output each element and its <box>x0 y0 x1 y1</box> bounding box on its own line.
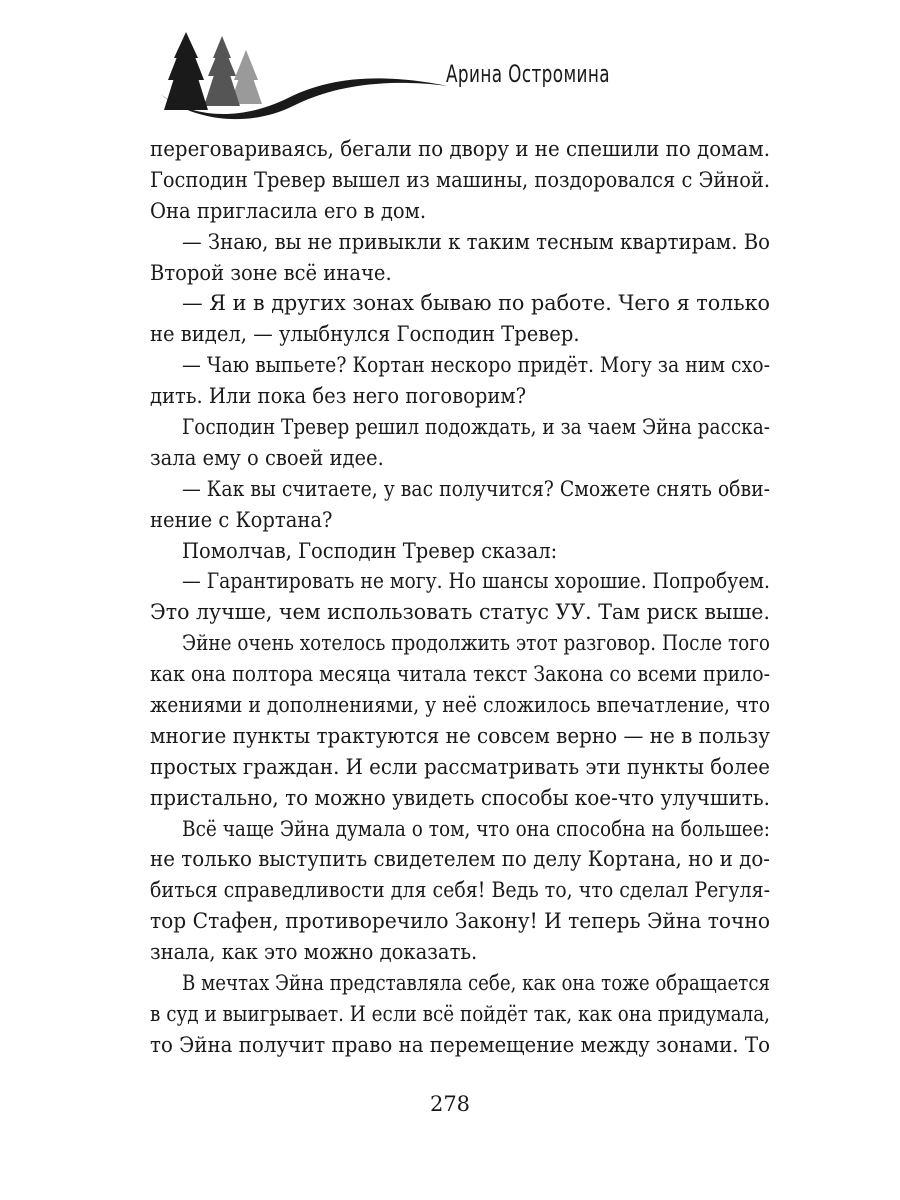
text-line <box>150 196 770 227</box>
text-line-content: В мечтах Эйна представляла себе, как она тоже обращается <box>182 971 771 996</box>
text-line-content: тор Стафен, противоречило Закону! И теперь Эйна точно <box>150 909 770 934</box>
text-line-content: как она полтора месяца читала текст Закона со всеми прило- <box>150 662 771 687</box>
text-line <box>150 690 770 721</box>
text-line <box>150 258 770 289</box>
text-line <box>150 505 770 536</box>
text-line <box>150 875 770 906</box>
text-line-content: нение с Кортана? <box>150 507 333 532</box>
text-line-content: жениями и дополнениями, у неё сложилось впечатление, что <box>150 693 771 718</box>
text-line-content: переговариваясь, бегали по двору и не спешили по домам. <box>150 137 770 161</box>
text-line-content: Всё чаще Эйна думала о том, что она способна на большее: <box>182 816 770 841</box>
text-line <box>150 319 770 350</box>
pine-trees-hills-icon <box>158 32 458 122</box>
author-name: Арина Остромина <box>446 60 610 88</box>
text-line <box>150 1030 770 1061</box>
text-line <box>150 814 770 845</box>
text-line <box>150 227 770 258</box>
tree-mid <box>204 36 240 106</box>
text-line <box>150 134 770 165</box>
text-line-content: Господин Тревер решил подождать, и за чаем Эйна расска- <box>182 415 770 440</box>
text-line-content: не только выступить свидетелем по делу Кортана, но и до- <box>150 847 771 872</box>
text-line <box>150 474 770 505</box>
text-line-content: — Знаю, вы не привыкли к таким тесным квартирам. Во <box>182 229 770 254</box>
text-line <box>150 844 770 875</box>
text-line <box>150 412 770 443</box>
text-line <box>150 783 770 814</box>
text-line-content: многие пункты трактуются не совсем верно — не в пользу <box>150 723 770 748</box>
text-line-content: Она пригласила его в дом. <box>150 198 427 223</box>
text-line-content: — Чаю выпьете? Кортан нескоро придёт. Могу за ним схо- <box>182 353 770 378</box>
text-line <box>150 628 770 659</box>
page-number: 278 <box>429 1092 471 1116</box>
text-line-content: Второй зоне всё иначе. <box>150 260 392 285</box>
text-line <box>150 721 770 752</box>
text-line-content: не видел, — улыбнулся Господин Тревер. <box>150 322 580 347</box>
tree-dark <box>164 32 208 110</box>
text-line <box>150 536 770 567</box>
text-line <box>150 566 770 597</box>
text-line-content: знала, как это можно доказать. <box>150 940 478 965</box>
running-header <box>0 0 900 120</box>
text-line <box>150 381 770 412</box>
text-line-content: простых граждан. И если рассматривать эти пункты более <box>150 754 770 779</box>
text-line <box>150 659 770 690</box>
text-line-content: — Я и в других зонах бываю по работе. Чего я только <box>182 291 771 316</box>
text-line <box>150 906 770 937</box>
text-line-content: — Гарантировать не могу. Но шансы хорошие. Попробуем. <box>182 569 770 594</box>
text-line <box>150 937 770 968</box>
text-line <box>150 350 770 381</box>
text-line <box>150 165 770 196</box>
text-line <box>150 999 770 1030</box>
text-line-content: зала ему о своей идее. <box>150 445 384 470</box>
text-line-content: Помолчав, Господин Тревер сказал: <box>182 538 558 563</box>
text-line-content: Эйне очень хотелось продолжить этот разговор. После того <box>182 631 770 656</box>
text-line <box>150 752 770 783</box>
text-line <box>150 968 770 999</box>
text-line <box>150 597 770 628</box>
text-line-content: в суд и выигрывает. И если всё пойдёт так, как она придумала, <box>150 1001 771 1026</box>
text-line-content: дить. Или пока без него поговорим? <box>150 384 527 409</box>
text-line <box>150 288 770 319</box>
text-line-content: пристально, то можно увидеть способы кое-что улучшить. <box>150 785 771 810</box>
text-line <box>150 443 770 474</box>
page-body <box>150 134 770 1061</box>
text-line-content: — Как вы считаете, у вас получится? Сможете снять обви- <box>182 476 771 501</box>
text-line-content: Господин Тревер вышел из машины, поздоровался с Эйной. <box>150 167 771 192</box>
text-line-content: то Эйна получит право на перемещение между зонами. То <box>150 1032 770 1057</box>
text-line-content: биться справедливости для себя! Ведь то, что сделал Регуля- <box>150 878 770 903</box>
text-line-content: Это лучше, чем использовать статус УУ. Там риск выше. <box>150 600 770 625</box>
